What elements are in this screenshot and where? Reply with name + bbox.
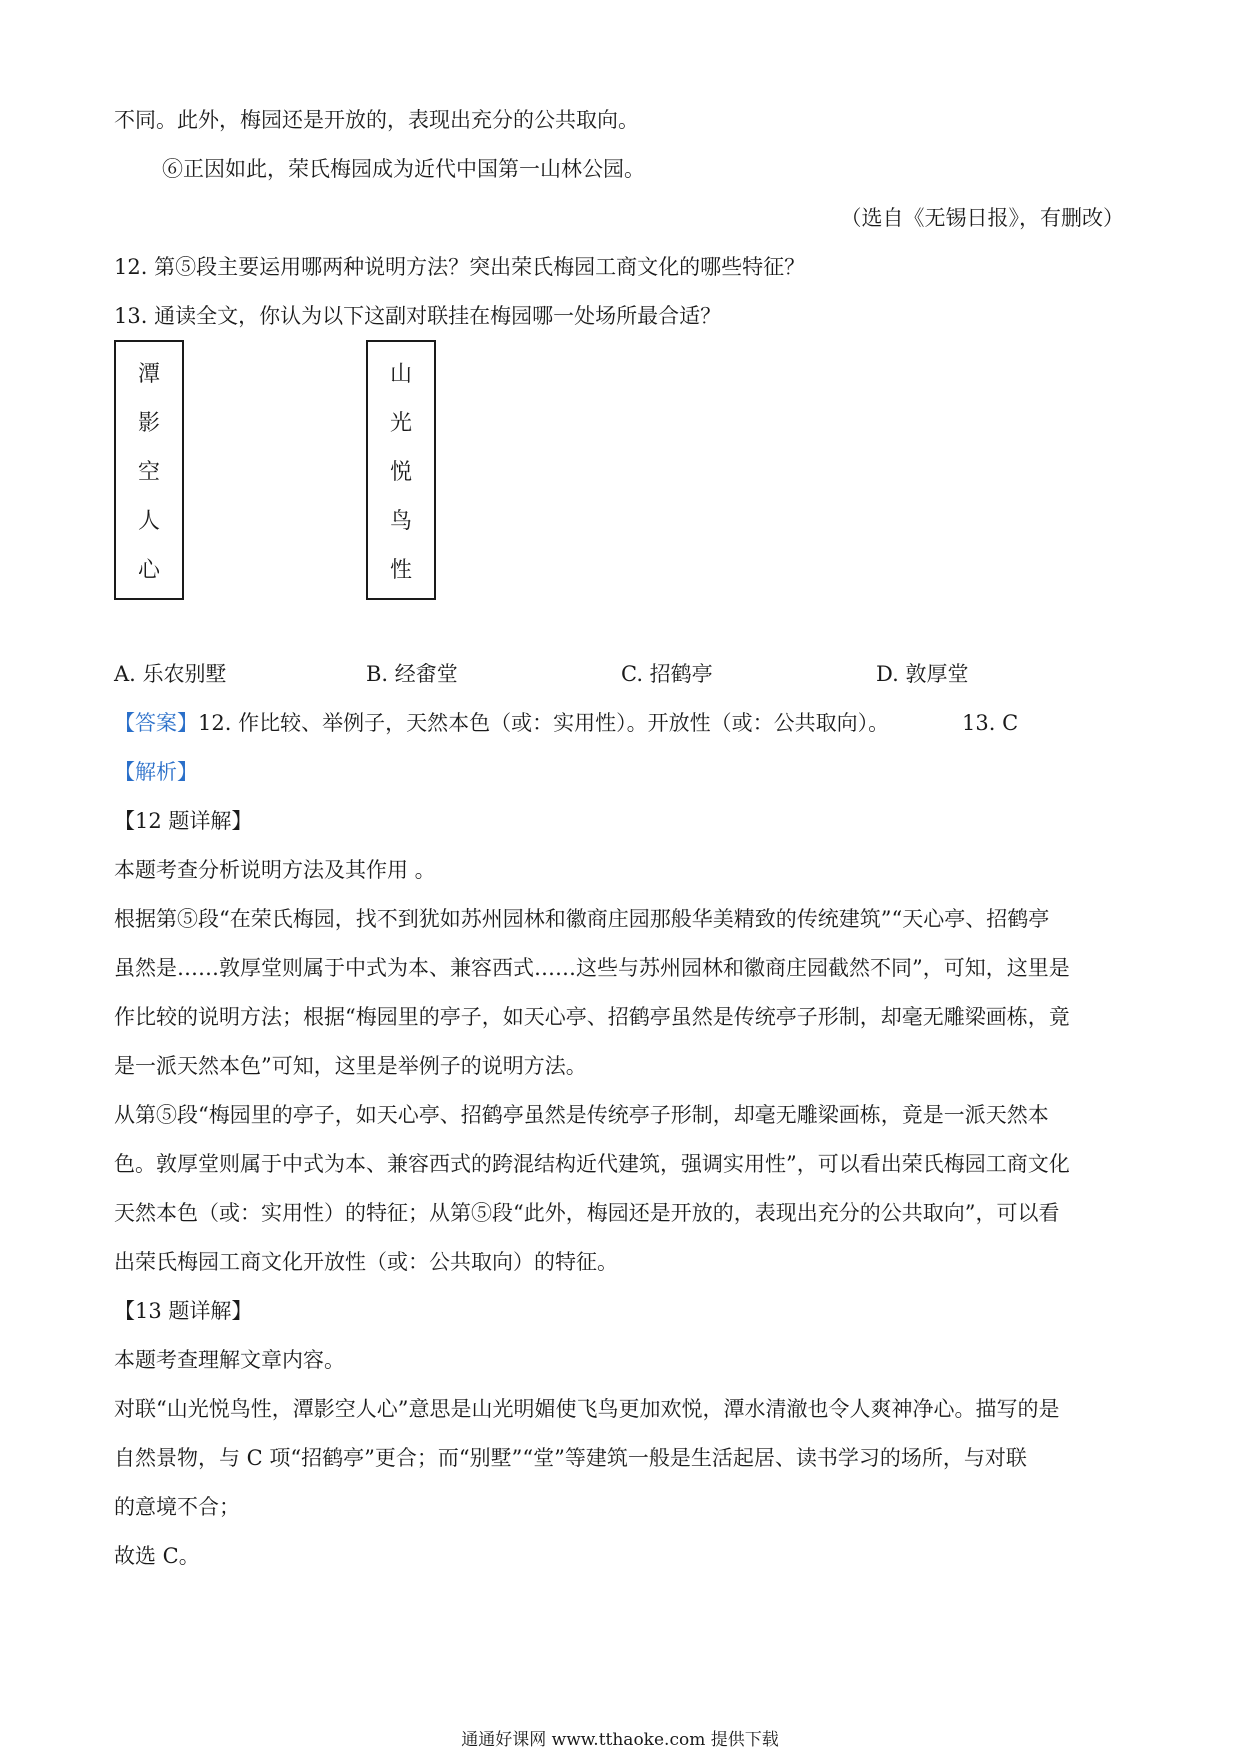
answer-q13: 13. C (962, 711, 1019, 735)
couplet-char: 山 (389, 362, 412, 387)
analysis-line: 的意境不合； (114, 1495, 240, 1519)
couplet-char: 人 (137, 509, 160, 534)
page-footer: 通通好课网 www.tthaoke.com 提供下载 (461, 1730, 779, 1750)
couplet-char: 悦 (389, 460, 412, 485)
analysis-line: 天然本色（或：实用性）的特征；从第⑤段“此外，梅园还是开放的，表现出充分的公共取向”，可以看 (114, 1201, 1060, 1225)
question-13: 13. 通读全文，你认为以下这副对联挂在梅园哪一处场所最合适？ (114, 304, 722, 328)
analysis-line: 本题考查理解文章内容。 (114, 1348, 345, 1372)
passage-line: 不同。此外，梅园还是开放的，表现出充分的公共取向。 (114, 108, 639, 132)
passage-line: ⑥正因如此，荣氏梅园成为近代中国第一山林公园。 (162, 157, 645, 181)
analysis-tag: 【解析】 (114, 760, 198, 784)
analysis-line: 根据第⑤段“在荣氏梅园，找不到犹如苏州园林和徽商庄园那般华美精致的传统建筑”“天心亭、招鹤亭 (114, 907, 1050, 931)
question-12: 12. 第⑤段主要运用哪两种说明方法？突出荣氏梅园工商文化的哪些特征？ (114, 255, 806, 279)
couplet-char: 影 (137, 411, 160, 436)
analysis-line: 色。敦厚堂则属于中式为本、兼容西式的跨混结构近代建筑，强调实用性”，可以看出荣氏梅园工商文化 (114, 1152, 1070, 1176)
couplet-char: 性 (389, 558, 412, 583)
couplet-char: 潭 (137, 362, 160, 387)
option-b: B. 经畬堂 (366, 662, 458, 686)
option-c: C. 招鹤亭 (621, 662, 713, 686)
option-d: D. 敦厚堂 (876, 662, 969, 686)
analysis-line: 虽然是……敦厚堂则属于中式为本、兼容西式……这些与苏州园林和徽商庄园截然不同”，可知，这里是 (114, 956, 1070, 980)
analysis-line: 故选 C。 (114, 1544, 200, 1568)
answer-text: 12. 作比较、举例子，天然本色（或：实用性）。开放性（或：公共取向）。 (198, 711, 890, 735)
answer-tag: 【答案】 (114, 711, 198, 735)
couplet-char: 心 (137, 558, 160, 583)
couplet-left-scroll (114, 340, 184, 600)
couplet-right-scroll (366, 340, 436, 600)
couplet-char: 光 (389, 411, 412, 436)
q13-detail-heading: 【13 题详解】 (114, 1299, 253, 1323)
analysis-line: 从第⑤段“梅园里的亭子，如天心亭、招鹤亭虽然是传统亭子形制，却毫无雕梁画栋，竟是一派天然本 (114, 1103, 1049, 1127)
couplet-char: 空 (137, 460, 160, 485)
option-a: A. 乐农别墅 (114, 662, 227, 686)
analysis-line: 本题考查分析说明方法及其作用 。 (114, 858, 436, 882)
analysis-line: 作比较的说明方法；根据“梅园里的亭子，如天心亭、招鹤亭虽然是传统亭子形制，却毫无雕梁画栋，竟 (114, 1005, 1070, 1029)
couplet-char: 鸟 (389, 509, 412, 534)
analysis-line: 对联“山光悦鸟性，潭影空人心”意思是山光明媚使飞鸟更加欢悦，潭水清澈也令人爽神净心。描写的是 (114, 1397, 1060, 1421)
analysis-line: 出荣氏梅园工商文化开放性（或：公共取向）的特征。 (114, 1250, 618, 1274)
analysis-line: 自然景物，与 C 项“招鹤亭”更合；而“别墅”“堂”等建筑一般是生活起居、读书学习的场所，与对联 (114, 1446, 1027, 1470)
passage-source: （选自《无锡日报》，有删改） (840, 206, 1124, 230)
q12-detail-heading: 【12 题详解】 (114, 809, 253, 833)
analysis-line: 是一派天然本色”可知，这里是举例子的说明方法。 (114, 1054, 587, 1078)
